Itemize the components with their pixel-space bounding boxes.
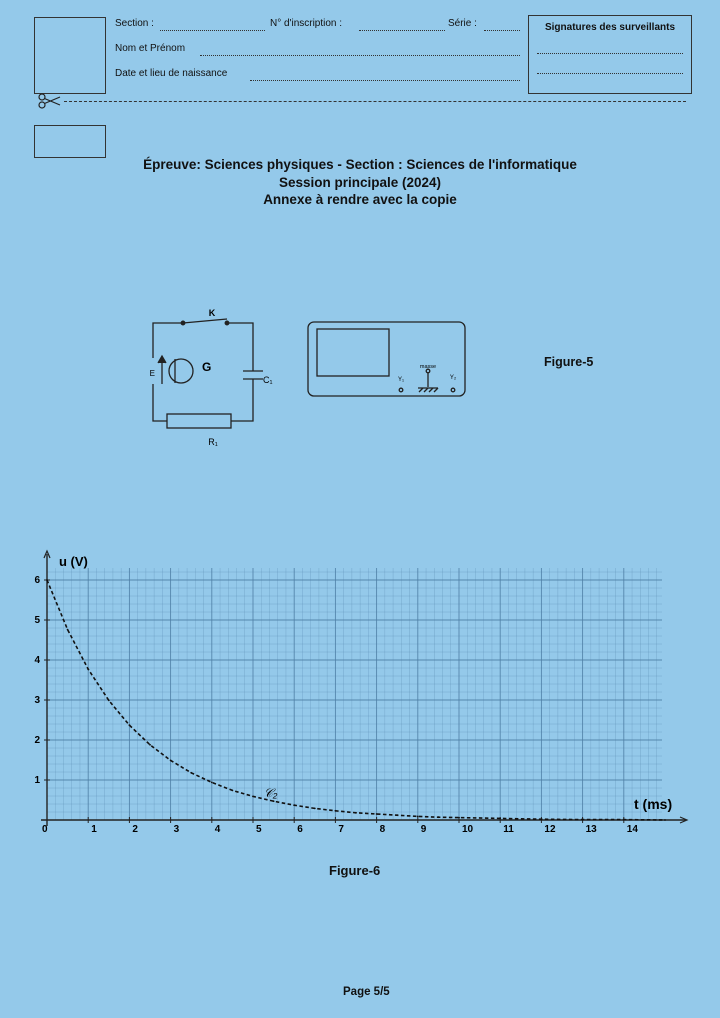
switch-label: K [208, 308, 216, 318]
inscription-label: N° d'inscription : [270, 18, 343, 29]
x-tick-label: 10 [462, 824, 474, 835]
figure-6-label: Figure-6 [329, 863, 381, 878]
page-number: Page 5/5 [343, 986, 390, 998]
figure-5-label: Figure-5 [544, 355, 594, 369]
curve-label: 𝒞₂ [264, 786, 278, 800]
x-tick-label: 6 [297, 824, 303, 835]
chart-axes [41, 551, 687, 826]
x-tick-label: 7 [338, 824, 344, 835]
section-label: Section : [115, 18, 154, 29]
x-tick-label: 12 [544, 824, 556, 835]
emf-label: E [149, 369, 155, 378]
x-tick-label: 11 [503, 824, 514, 835]
data-point [149, 744, 151, 746]
data-point [273, 800, 275, 802]
data-point [438, 816, 440, 818]
resistor-label: R₁ [208, 437, 218, 447]
data-point [376, 813, 378, 815]
annex-title: Annexe à rendre avec la copie [263, 192, 457, 207]
data-point [252, 796, 254, 798]
x-axis-label: t (ms) [634, 796, 673, 812]
data-point [67, 629, 69, 631]
x-tick-label: 3 [173, 824, 180, 835]
x-tick-label: 1 [91, 824, 97, 835]
data-point [664, 819, 666, 821]
data-point [417, 816, 419, 818]
ground-label: masse [419, 364, 437, 370]
data-point [541, 818, 543, 820]
x-tick-label: 0 [42, 824, 48, 835]
data-point [623, 819, 625, 821]
data-point [582, 819, 584, 821]
data-point [499, 818, 501, 820]
y-tick-label: 2 [34, 735, 40, 746]
data-point [396, 814, 398, 816]
x-tick-label: 13 [585, 824, 597, 835]
y-tick-label: 4 [34, 655, 40, 666]
data-point [129, 724, 131, 726]
y-tick-label: 5 [34, 615, 40, 626]
x-tick-label: 2 [132, 824, 138, 835]
data-point [211, 782, 213, 784]
data-point [87, 668, 89, 670]
chart-grid [47, 568, 662, 820]
data-point [314, 808, 316, 810]
y1-label: Y₁ [397, 377, 405, 383]
data-point [293, 804, 295, 806]
data-point [170, 760, 172, 762]
data-point [355, 812, 357, 814]
x-tick-label: 14 [626, 824, 638, 835]
data-point [335, 810, 337, 812]
signatures-label: Signatures des surveillants [544, 22, 676, 33]
x-tick-label: 4 [214, 824, 221, 835]
exam-title: Épreuve: Sciences physiques - Section : Sciences de l'informatique [143, 157, 577, 172]
data-point [190, 772, 192, 774]
y-axis-label: u (V) [59, 554, 88, 569]
session-title: Session principale (2024) [278, 175, 442, 190]
name-label: Nom et Prénom [115, 43, 186, 54]
data-point [108, 700, 110, 702]
x-tick-label: 8 [379, 824, 386, 835]
birth-label: Date et lieu de naissance [115, 68, 228, 79]
serie-label: Série : [448, 18, 477, 29]
data-point [46, 579, 48, 581]
data-point [232, 790, 234, 792]
capacitor-label: C₁ [263, 375, 273, 385]
y-tick-label: 1 [34, 775, 40, 786]
x-tick-label: 5 [256, 824, 262, 835]
x-tick-label: 9 [420, 824, 427, 835]
generator-label: G [202, 360, 212, 374]
y-tick-label: 3 [34, 695, 40, 706]
y-tick-label: 6 [34, 575, 40, 586]
y2-label: Y₂ [449, 375, 457, 381]
data-point [458, 817, 460, 819]
